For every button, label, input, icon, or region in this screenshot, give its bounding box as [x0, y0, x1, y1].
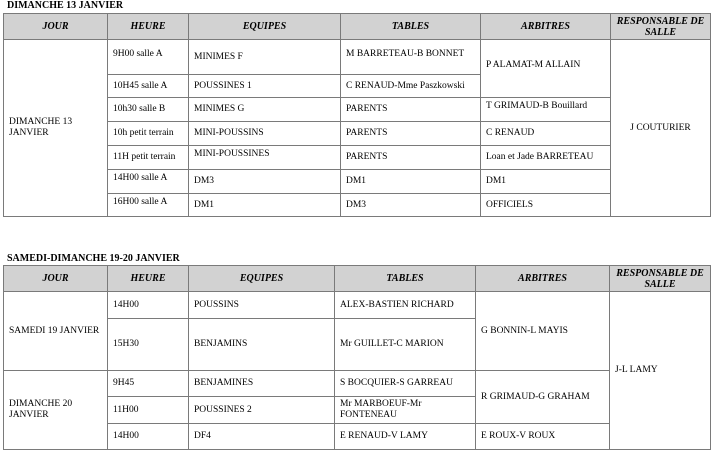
heure-cell: 16H00 salle A [108, 194, 189, 217]
header-equipes: EQUIPES [189, 266, 335, 292]
day-cell: DIMANCHE 20 JANVIER [4, 371, 108, 450]
table-row [4, 292, 711, 319]
arbitre-cell: R GRIMAUD-G GRAHAM [476, 371, 610, 424]
equipe-cell: POUSSINS [189, 292, 335, 319]
schedule-table-1 [3, 13, 711, 217]
table-cell: M BARRETEAU-B BONNET [341, 40, 481, 75]
day-cell: SAMEDI 19 JANVIER [4, 292, 108, 371]
equipe-cell: DM1 [189, 194, 341, 217]
heure-cell: 15H30 [108, 319, 189, 371]
arbitre-cell: T GRIMAUD-B Bouillard [481, 98, 611, 122]
table-cell: ALEX-BASTIEN RICHARD [335, 292, 476, 319]
schedule-table-2 [3, 265, 711, 450]
table-row [4, 194, 711, 217]
table-row [4, 371, 711, 397]
table-cell: PARENTS [341, 146, 481, 170]
section-1-title: DIMANCHE 13 JANVIER [7, 0, 124, 11]
heure-cell: 10h petit terrain [108, 122, 189, 146]
header-heure: HEURE [108, 266, 189, 292]
table-row [4, 170, 711, 194]
header-tables: TABLES [341, 14, 481, 40]
heure-cell: 11H petit terrain [108, 146, 189, 170]
table-cell: Mr GUILLET-C MARION [335, 319, 476, 371]
table-cell: PARENTS [341, 122, 481, 146]
heure-cell: 11H00 [108, 397, 189, 424]
equipe-cell: MINIMES G [189, 98, 341, 122]
header-heure: HEURE [108, 14, 189, 40]
equipe-cell: BENJAMINES [189, 371, 335, 397]
table-row [4, 122, 711, 146]
table-row [4, 40, 711, 75]
header-arbitres: ARBITRES [476, 266, 610, 292]
heure-cell: 14H00 salle A [108, 170, 189, 194]
table-row [4, 424, 711, 450]
header-equipes: EQUIPES [189, 14, 341, 40]
section-2-title: SAMEDI-DIMANCHE 19-20 JANVIER [7, 253, 180, 264]
equipe-cell: POUSSINES 1 [189, 75, 341, 98]
arbitre-cell: E ROUX-V ROUX [476, 424, 610, 450]
table-cell: E RENAUD-V LAMY [335, 424, 476, 450]
table-cell: Mr MARBOEUF-Mr FONTENEAU [335, 397, 476, 424]
heure-cell: 14H00 [108, 424, 189, 450]
arbitre-cell: Loan et Jade BARRETEAU [481, 146, 611, 170]
heure-cell: 9H45 [108, 371, 189, 397]
table-cell: PARENTS [341, 98, 481, 122]
table-row [4, 98, 711, 122]
arbitre-cell: P ALAMAT-M ALLAIN [481, 40, 611, 98]
heure-cell: 10h30 salle B [108, 98, 189, 122]
table-cell: DM3 [341, 194, 481, 217]
table-cell: S BOCQUIER-S GARREAU [335, 371, 476, 397]
equipe-cell: BENJAMINS [189, 319, 335, 371]
header-jour: JOUR [4, 14, 108, 40]
header-responsable: RESPONSABLE DE SALLE [610, 266, 711, 292]
equipe-cell: POUSSINES 2 [189, 397, 335, 424]
heure-cell: 14H00 [108, 292, 189, 319]
header-arbitres: ARBITRES [481, 14, 611, 40]
heure-cell: 9H00 salle A [108, 40, 189, 75]
header-tables: TABLES [335, 266, 476, 292]
equipe-cell: DF4 [189, 424, 335, 450]
equipe-cell: MINI-POUSSINS [189, 122, 341, 146]
responsable-cell: J-L LAMY [610, 292, 711, 450]
arbitre-cell: OFFICIELS [481, 194, 611, 217]
header-jour: JOUR [4, 266, 108, 292]
table-header-row [4, 266, 711, 292]
arbitre-cell: G BONNIN-L MAYIS [476, 292, 610, 371]
equipe-cell: MINI-POUSSINES [189, 146, 341, 170]
equipe-cell: MINIMES F [189, 40, 341, 75]
table-row [4, 146, 711, 170]
day-cell: DIMANCHE 13 JANVIER [4, 40, 108, 217]
responsable-cell: J COUTURIER [611, 40, 711, 217]
table-cell: DM1 [341, 170, 481, 194]
arbitre-cell: C RENAUD [481, 122, 611, 146]
equipe-cell: DM3 [189, 170, 341, 194]
arbitre-cell: DM1 [481, 170, 611, 194]
heure-cell: 10H45 salle A [108, 75, 189, 98]
table-header-row [4, 14, 711, 40]
table-cell: C RENAUD-Mme Paszkowski [341, 75, 481, 98]
header-responsable: RESPONSABLE DE SALLE [611, 14, 711, 40]
